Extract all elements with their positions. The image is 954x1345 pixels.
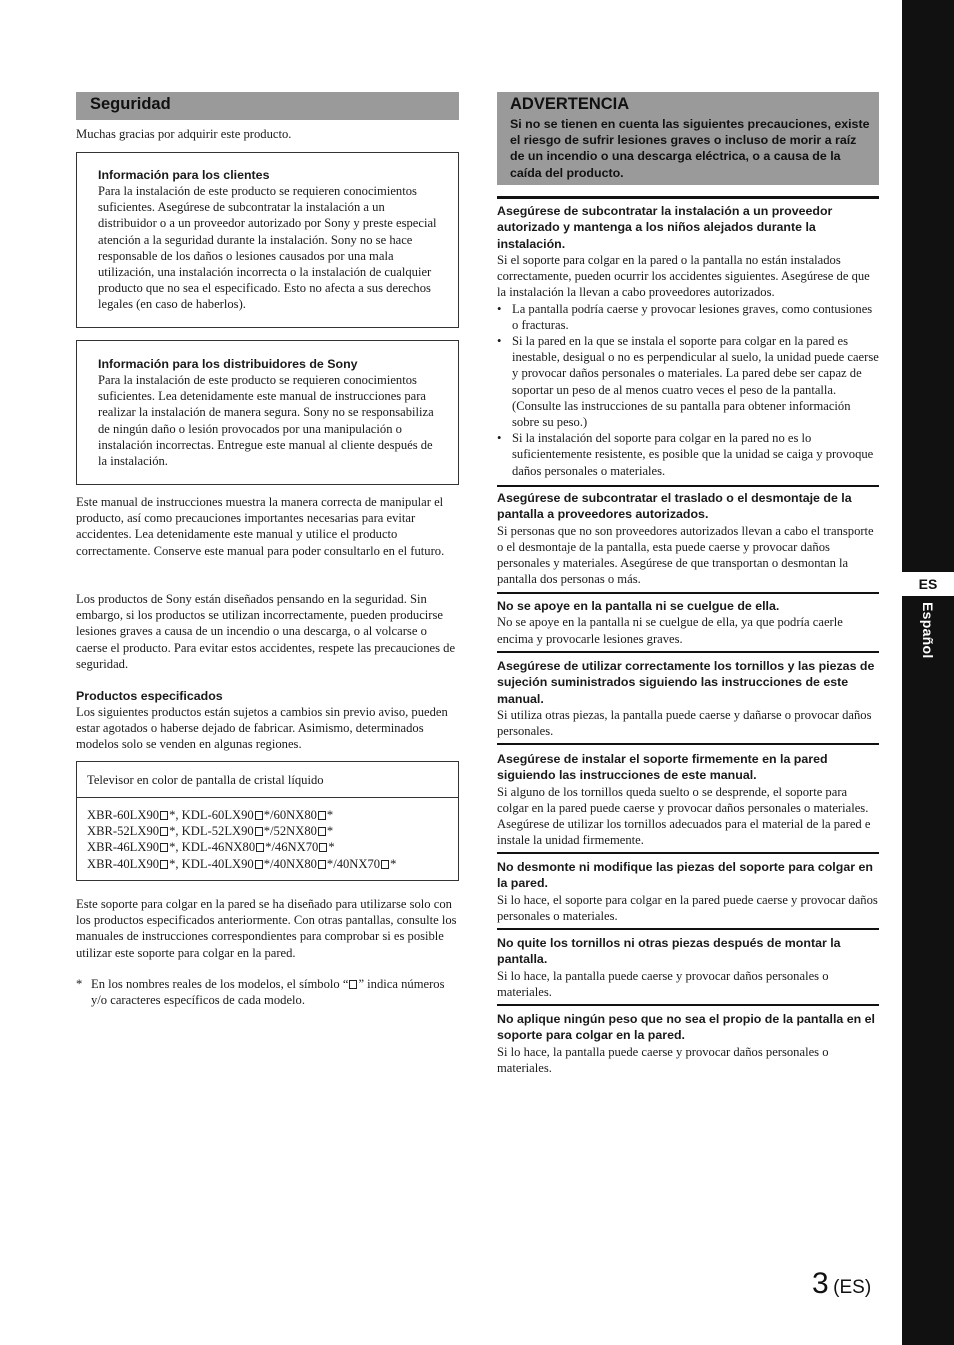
manual-intro-text: Este manual de instrucciones muestra la manera correcta de manipular el producto, así como precauciones importantes necesarias para evitar accidentes. Lea detenidamente este manual y utilice el producto correctamente. Conserve este manual para poder consultarlo en el futuro. (76, 495, 445, 558)
compatibility-text: Este soporte para colgar en la pared se ha diseñado para utilizarse solo con los productos especificados anteriormente. Con otras pantallas, consulte los manuales de instrucciones correspondientes para comprobar si es posible utilizar este soporte para colgar en la pared. (76, 897, 457, 960)
warning-text: Si lo hace, el soporte para colgar en la pared puede caerse y provocar daños personales o materiales. (497, 892, 878, 923)
warning-section-screws (497, 658, 879, 739)
warning-text: Si lo hace, la pantalla puede caerse y provocar daños personales o materiales. (497, 1044, 829, 1075)
side-tab-bar (902, 0, 954, 1345)
warning-section-remove-screws (497, 935, 879, 1000)
placeholder-symbol-icon (255, 860, 263, 869)
placeholder-symbol-icon (349, 980, 357, 989)
section-divider (497, 196, 879, 199)
side-tab-code: ES (902, 572, 954, 596)
warning-text: Si lo hace, la pantalla puede caerse y provocar daños personales o materiales. (497, 968, 829, 999)
placeholder-symbol-icon (255, 811, 263, 820)
warning-heading: No aplique ningún peso que no sea el propio de la pantalla en el soporte para colgar en la pared. (497, 1012, 875, 1043)
warning-text: Si utiliza otras piezas, la pantalla puede caerse y dañarse o provocar daños personales. (497, 707, 872, 739)
warning-heading: Asegúrese de utilizar correctamente los tornillos y las piezas de sujeción suministrados siguiendo las instrucciones de este manual. (497, 659, 875, 706)
thanks-text: Muchas gracias por adquirir este producto. (76, 127, 292, 141)
section-divider (497, 485, 879, 487)
placeholder-symbol-icon (160, 860, 168, 869)
placeholder-symbol-icon (381, 860, 389, 869)
placeholder-symbol-icon (160, 827, 168, 836)
models-table (76, 761, 459, 881)
model-row: XBR-40LX90 *, KDL-40LX90 */40NX80 */40NX70 * (87, 856, 397, 871)
warning-section-weight (497, 1011, 879, 1076)
advertencia-intro: Si no se tienen en cuenta las siguientes precauciones, existe el riesgo de sufrir lesiones graves o incluso de morir a raíz de un incendio o una descarga eléctrica, o a causa de la caída del producto. (510, 117, 870, 180)
warning-heading: Asegúrese de subcontratar la instalación a un proveedor autorizado y mantenga a los niños alejados durante la instalación. (497, 204, 833, 251)
list-item: • Si la instalación del soporte para colgar en la pared no es lo suficientemente resistente, es posible que la unidad se caiga y provoque daños personales o materiales. (497, 430, 879, 479)
warning-heading: Asegúrese de instalar el soporte firmemente en la pared siguiendo las instrucciones de este manual. (497, 752, 828, 783)
warning-heading: No desmonte ni modifique las piezas del soporte para colgar en la pared. (497, 860, 873, 891)
clients-info-title: Información para los clientes (98, 168, 270, 182)
page-number-suffix: (ES) (833, 1277, 872, 1298)
model-row: XBR-46LX90 *, KDL-46NX80 */46NX70 * (87, 840, 335, 855)
warning-heading: No se apoye en la pantalla ni se cuelgue de ella. (497, 599, 780, 613)
distributors-info-title: Información para los distribuidores de Sony (98, 357, 358, 371)
placeholder-symbol-icon (319, 843, 327, 852)
model-row: XBR-52LX90 *, KDL-52LX90 */52NX80 * (87, 824, 334, 839)
placeholder-symbol-icon (255, 827, 263, 836)
footnote-mark: * (76, 977, 83, 991)
models-table-divider (77, 797, 458, 798)
distributors-info-box (76, 340, 459, 485)
placeholder-symbol-icon (318, 811, 326, 820)
section-divider (497, 651, 879, 653)
side-tab-language: Español (920, 602, 936, 659)
clients-info-text: Para la instalación de este producto se requieren conocimientos suficientes. Asegúrese de subcontratar la instalación a un distribuidor o a un proveedor autorizado por Sony y preste especial atención a la seguridad durante la instalación. Sony no se hace responsable de los daños o lesiones causados por una mala utilización, una instalación incorrecta o la instalación de cualquier producto que no sea el especificado. Esto no afecta a sus derechos legales (en caso de haberlos). (98, 184, 437, 312)
section-divider (497, 1004, 879, 1006)
products-heading: Productos especificados (76, 689, 223, 703)
section-divider (497, 743, 879, 745)
warning-section-modify (497, 859, 879, 924)
safety-design-text: Los productos de Sony están diseñados pensando en la seguridad. Sin embargo, si los productos se utilizan incorrectamente, pueden producirse lesiones graves a causa de un incendio o una descarga, o al volcarse o caerse el producto. Para evitar estos accidentes, respete las precauciones de seguridad. (76, 592, 456, 671)
placeholder-symbol-icon (160, 843, 168, 852)
warning-section-lean (497, 598, 879, 647)
warning-heading: Asegúrese de subcontratar el traslado o el desmontaje de la pantalla a proveedores autorizados. (497, 491, 852, 522)
warning-text: Si alguno de los tornillos queda suelto o se desprende, el soporte para colgar en la pared puede caerse y provocar daños personales o materiales. Asegúrese de utilizar los tornillos adecuados para el material de la pared e instale la unidad firmemente. (497, 784, 871, 848)
warning-section-installation (497, 203, 879, 479)
products-text: Los siguientes productos están sujetos a cambios sin previo aviso, pueden estar agotados o haberse dejado de fabricar. Asimismo, determinados modelos solo se venden en algunas regiones. (76, 705, 448, 752)
clients-info-box (76, 152, 459, 328)
placeholder-symbol-icon (318, 860, 326, 869)
placeholder-symbol-icon (256, 843, 264, 852)
list-item: • Si la pared en la que se instala el soporte para colgar en la pared es inestable, desigual o no es perpendicular al suelo, la unidad puede caerse y provocar daños personales o materiales. La pared debe ser capaz de soportar un peso de al menos cuatro veces el peso de la pantalla. (Consulte las instrucciones de su pantalla para obtener información sobre su peso.) (497, 333, 879, 430)
list-item: • La pantalla podría caerse y provocar lesiones graves, como contusiones o fracturas. (497, 301, 879, 333)
models-table-header: Televisor en color de pantalla de cristal líquido (87, 773, 324, 787)
section-divider (497, 928, 879, 930)
warning-section-firm-install (497, 751, 879, 848)
section-divider (497, 592, 879, 594)
placeholder-symbol-icon (318, 827, 326, 836)
footnote: * En los nombres reales de los modelos, el símbolo “ ” indica números y/o caracteres específicos de cada modelo. (76, 977, 445, 1008)
warning-bullets (497, 301, 879, 479)
placeholder-symbol-icon (160, 811, 168, 820)
warning-text: No se apoye en la pantalla ni se cuelgue de ella, ya que podría caerle encima y provocarle lesiones graves. (497, 615, 843, 646)
page-number (812, 1267, 871, 1301)
models-table-body (87, 807, 396, 872)
seguridad-title: Seguridad (90, 95, 171, 113)
warning-heading: No quite los tornillos ni otras piezas después de montar la pantalla. (497, 936, 841, 967)
distributors-info-text: Para la instalación de este producto se requieren conocimientos suficientes. Lea detenidamente este manual de instrucciones para realizar la instalación de manera segura. Sony no se responsabiliza de ningún daño o lesión provocados por una manipulación o instalación incorrectas. Entregue este manual al cliente después de la instalación. (98, 373, 434, 469)
advertencia-title: ADVERTENCIA (510, 95, 630, 113)
page-number-value: 3 (812, 1267, 829, 1300)
model-row: XBR-60LX90 *, KDL-60LX90 */60NX80 * (87, 808, 334, 822)
warning-text: Si personas que no son proveedores autorizados llevan a cabo el transporte o el desmontaje de la pantalla, esta puede caerse y provocar daños personales y materiales. Asegúrese de que transportan o desmontan la pantalla dos personas o más. (497, 523, 874, 587)
section-divider (497, 852, 879, 854)
warning-section-transport (497, 490, 879, 587)
warning-text: Si el soporte para colgar en la pared o la pantalla no están instalados correctamente, pueden ocurrir los accidentes siguientes. Asegúrese de que la instalación la llevan a cabo proveedores autorizados. (497, 252, 870, 300)
